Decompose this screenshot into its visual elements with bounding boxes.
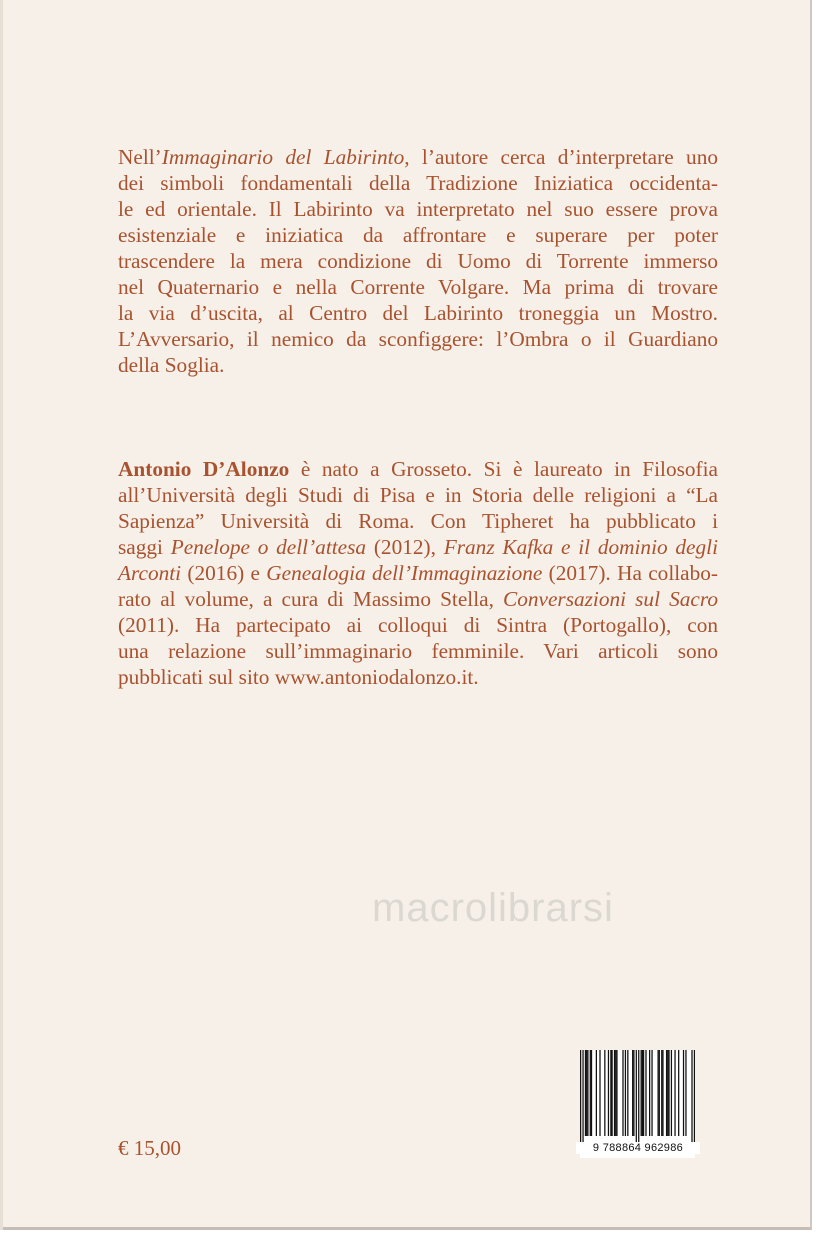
text-line: (2011). Ha partecipato ai colloqui di Sintra (Portogallo), con xyxy=(118,613,718,637)
barcode-bar xyxy=(666,1050,667,1136)
text-line: pubblicati sul sito www.antoniodalonzo.it. xyxy=(118,665,479,689)
watermark-text: macrolibrarsi xyxy=(372,886,614,930)
italic-title: Arconti xyxy=(118,561,182,585)
text-line: L’Avversario, il nemico da sconfiggere: l’Ombra o il Guardiano xyxy=(118,327,718,351)
barcode-bar xyxy=(671,1050,672,1136)
italic-title: Conversazioni sul Sacro xyxy=(503,587,718,611)
barcode-bars xyxy=(580,1050,695,1142)
barcode-bar xyxy=(659,1050,660,1136)
text-line: una relazione sull’immaginario femminile. Vari articoli sono xyxy=(118,639,718,663)
barcode-bar xyxy=(580,1050,581,1142)
text-line: trascendere la mera condizione di Uomo di Torrente immerso xyxy=(118,249,718,273)
author-bio-paragraph xyxy=(118,456,718,690)
italic-title: Genealogia dell’Immaginazione xyxy=(266,561,543,585)
text-line: nel Quaternario e nella Corrente Volgare. Ma prima di trovare xyxy=(118,275,718,299)
barcode-bar xyxy=(674,1050,675,1136)
isbn-number: 9 788864 962986 xyxy=(576,1142,700,1154)
barcode-bar xyxy=(596,1050,597,1136)
barcode-bar xyxy=(615,1050,616,1136)
italic-title: Franz Kafka e il dominio degli xyxy=(443,535,718,559)
author-name: Antonio D’Alonzo xyxy=(118,457,290,481)
text-line: Arconti (2016) e Genealogia dell’Immaginazione (2017). Ha collabo- xyxy=(118,561,719,585)
barcode-bar xyxy=(587,1050,588,1136)
text-line: Sapienza” Università di Roma. Con Tipheret ha pubblicato i xyxy=(118,509,718,533)
barcode-bar xyxy=(668,1050,669,1136)
barcode-bar xyxy=(586,1050,587,1136)
barcode-bar xyxy=(641,1050,642,1136)
text-line: Antonio D’Alonzo è nato a Grosseto. Si è laureato in Filosofia xyxy=(118,457,718,481)
barcode-bar xyxy=(661,1050,662,1136)
barcode-bar xyxy=(610,1050,611,1136)
barcode-bar xyxy=(662,1050,663,1136)
barcode-bar xyxy=(590,1050,591,1136)
barcode-bar xyxy=(633,1050,634,1136)
text-line: Nell’Immaginario del Labirinto, l’autore cerca d’interpretare uno xyxy=(118,145,718,169)
barcode-bar xyxy=(608,1050,609,1136)
barcode-bar xyxy=(591,1050,592,1136)
barcode-bar xyxy=(585,1050,586,1136)
barcode-bar xyxy=(632,1050,633,1136)
barcode-bar xyxy=(614,1050,615,1136)
barcode-bar xyxy=(651,1050,652,1136)
barcode-bar xyxy=(694,1050,695,1142)
italic-title: Penelope o dell’attesa xyxy=(170,535,367,559)
barcode-bar xyxy=(649,1050,650,1136)
barcode-bar xyxy=(582,1050,583,1142)
barcode-bar xyxy=(643,1050,644,1136)
text-line: le ed orientale. Il Labirinto va interpretato nel suo essere prova xyxy=(118,197,718,221)
text-line: rato al volume, a cura di Massimo Stella, Conversazioni sul Sacro xyxy=(118,587,718,611)
barcode-bar xyxy=(627,1050,628,1136)
barcode-bar xyxy=(678,1050,679,1136)
barcode-bar xyxy=(638,1050,639,1142)
italic-title: Immaginario del Labirinto xyxy=(161,145,405,169)
barcode-bar xyxy=(625,1050,626,1136)
text-line: la via d’uscita, al Centro del Labirinto troneggia un Mostro. xyxy=(118,301,718,325)
barcode-bar xyxy=(683,1050,684,1136)
cover-edge xyxy=(0,0,3,1230)
barcode-bar xyxy=(636,1050,637,1142)
barcode-bar xyxy=(685,1050,686,1136)
text-line: esistenziale e iniziatica da affrontare e superare per poter xyxy=(118,223,718,247)
barcode-bar xyxy=(667,1050,668,1136)
price-label: € 15,00 xyxy=(118,1136,181,1160)
text-line: dei simboli fondamentali della Tradizione Iniziatica occidenta- xyxy=(118,171,718,195)
barcode-bar xyxy=(691,1050,692,1142)
synopsis-paragraph xyxy=(118,144,718,378)
barcode-bar xyxy=(604,1050,605,1136)
barcode-bar xyxy=(616,1050,617,1136)
text-line: saggi Penelope o dell’attesa (2012), Franz Kafka e il dominio degli xyxy=(118,535,718,559)
barcode-bar xyxy=(622,1050,623,1136)
barcode-bar xyxy=(611,1050,612,1136)
barcode-bar xyxy=(657,1050,658,1136)
text-line: della Soglia. xyxy=(118,353,225,377)
barcode-bar xyxy=(645,1050,646,1136)
barcode-bar xyxy=(599,1050,600,1136)
barcode-bar xyxy=(642,1050,643,1136)
text-line: all’Università degli Studi di Pisa e in Storia delle religioni a “La xyxy=(118,483,718,507)
